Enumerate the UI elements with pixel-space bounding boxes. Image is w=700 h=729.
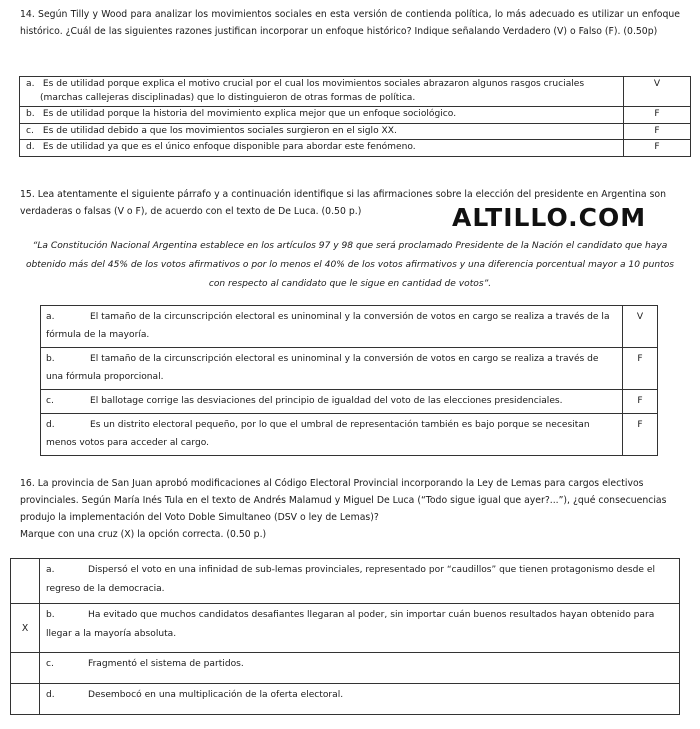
table-row xyxy=(41,414,658,456)
option-text: El ballotage corrige las desviaciones del principio de igualdad del voto de las elecciones presidenciales. xyxy=(90,396,563,406)
option-letter: b. xyxy=(26,109,35,119)
table-row xyxy=(20,140,691,157)
question-16-instruction: Marque con una cruz (X) la opción correcta. (0.50 p.) xyxy=(20,529,267,540)
option-text: Es de utilidad porque explica el motivo crucial por el cual los movimientos sociales abrazaron algunos rasgos cruciales (marchas callejeras disciplinadas) que lo distinguieron de otras formas de política. xyxy=(40,79,585,103)
table-row xyxy=(20,123,691,140)
question-15-table xyxy=(40,305,658,456)
answer-mark: F xyxy=(624,123,691,140)
table-row xyxy=(20,77,691,107)
table-row xyxy=(41,306,658,348)
option-text: Fragmentó el sistema de partidos. xyxy=(88,659,244,669)
table-row xyxy=(41,390,658,414)
option-letter: a. xyxy=(46,565,55,575)
answer-mark: F xyxy=(624,107,691,124)
option-cell xyxy=(41,348,623,390)
question-14-text: 14. Según Tilly y Wood para analizar los movimientos sociales en esta versión de contienda política, lo más adecuado es utilizar un enfoque histórico. ¿Cuál de las siguientes razones justifican incorporar un enfoque histórico? Indique señalando Verdadero (V) o Falso (F). (0.50p) xyxy=(20,9,680,37)
option-letter: c. xyxy=(26,125,34,136)
option-cell xyxy=(40,559,680,604)
option-text: El tamaño de la circunscripción electoral es uninominal y la conversión de votos en cargo se realiza a través de una fórmula proporcional. xyxy=(46,354,599,382)
answer-mark: V xyxy=(623,306,658,348)
question-14-table xyxy=(19,76,691,157)
question-16-table xyxy=(10,558,680,715)
question-15-text: 15. Lea atentamente el siguiente párrafo y a continuación identifique si las afirmaciones sobre la elección del presidente en Argentina son verdaderas o falsas (V o F), de acuerdo con el texto de De Luca. (0.50 p.) xyxy=(20,189,666,217)
option-letter: d. xyxy=(46,690,55,700)
table-row xyxy=(20,107,691,124)
option-text: Desembocó en una multiplicación de la oferta electoral. xyxy=(88,690,344,700)
option-cell xyxy=(20,123,624,140)
question-16 xyxy=(20,475,680,543)
option-text: Es de utilidad debido a que los movimientos sociales surgieron en el siglo XX. xyxy=(42,125,397,136)
answer-mark: F xyxy=(623,390,658,414)
selection-cell[interactable]: X xyxy=(11,604,40,653)
table-row xyxy=(11,604,680,653)
option-text: Dispersó el voto en una infinidad de sub-lemas provinciales, representado por “caudillos” que tienen protagonismo desde el regreso de la democracia. xyxy=(46,565,656,594)
selection-cell[interactable] xyxy=(11,684,40,715)
option-cell xyxy=(20,140,624,157)
option-letter: a. xyxy=(26,79,35,89)
option-cell xyxy=(41,390,623,414)
option-letter: b. xyxy=(46,610,55,620)
option-letter: b. xyxy=(46,354,55,364)
option-text: Ha evitado que muchos candidatos desafiantes llegaran al poder, sin importar cuán buenos resultados hayan obtenido para llegar a la mayoría absoluta. xyxy=(46,610,655,639)
option-text: Es de utilidad ya que es el único enfoque disponible para abordar este fenómeno. xyxy=(42,142,416,152)
option-letter: c. xyxy=(46,396,54,406)
selection-cell[interactable] xyxy=(11,559,40,604)
option-cell xyxy=(20,107,624,124)
option-cell xyxy=(20,77,624,107)
option-text: Es de utilidad porque la historia del movimiento explica mejor que un enfoque sociológico. xyxy=(42,109,457,119)
option-cell xyxy=(41,306,623,348)
answer-mark: V xyxy=(624,77,691,107)
option-text: El tamaño de la circunscripción electoral es uninominal y la conversión de votos en cargo se realiza a través de la fórmula de la mayoría. xyxy=(46,312,610,340)
option-cell xyxy=(40,604,680,653)
question-16-text: 16. La provincia de San Juan aprobó modificaciones al Código Electoral Provincial incorporando la Ley de Lemas para cargos electivos provinciales. Según María Inés Tula en el texto de Andrés Malamud y Miguel De Luca (“Todo sigue igual que ayer?...”), ¿qué consecuencias produjo la implementación del Voto Doble Simultaneo (DSV o ley de Lemas)? xyxy=(20,478,667,523)
answer-mark: F xyxy=(623,414,658,456)
answer-mark: F xyxy=(623,348,658,390)
answer-mark: F xyxy=(624,140,691,157)
altillo-logo: ALTILLO.COM xyxy=(452,203,647,232)
table-row xyxy=(11,559,680,604)
option-letter: d. xyxy=(46,420,55,430)
table-row xyxy=(41,348,658,390)
option-letter: d. xyxy=(26,142,35,152)
option-letter: a. xyxy=(46,312,55,322)
table-row xyxy=(11,653,680,684)
option-cell xyxy=(41,414,623,456)
option-letter: c. xyxy=(46,659,54,669)
constitution-quote: “La Constitución Nacional Argentina establece en los artículos 97 y 98 que será proclamado Presidente de la Nación el candidato que haya obtenido más del 45% de los votos afirmativos o por lo menos el 40% de los votos afirmativos y una diferencia porcentual mayor a 10 puntos con respecto al candidato que le sigue en cantidad de votos”. xyxy=(25,241,675,289)
option-text: Es un distrito electoral pequeño, por lo que el umbral de representación también es bajo porque se necesitan menos votos para acceder al cargo. xyxy=(46,420,590,448)
selection-cell[interactable] xyxy=(11,653,40,684)
table-row xyxy=(11,684,680,715)
option-cell xyxy=(40,684,680,715)
option-cell xyxy=(40,653,680,684)
